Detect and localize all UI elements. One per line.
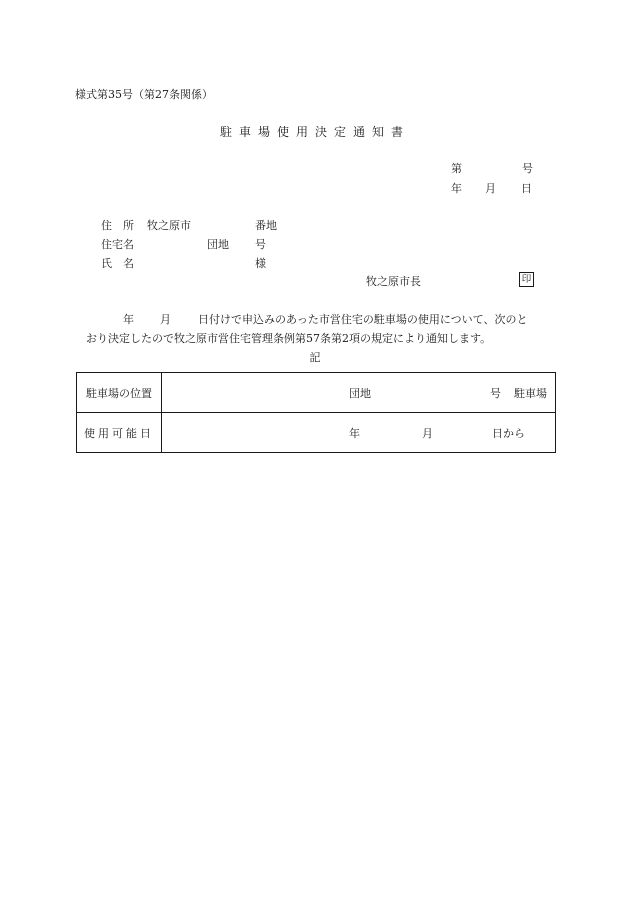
housing-label: 住宅名 — [101, 238, 134, 251]
mayor-title: 牧之原市長 — [366, 275, 421, 288]
location-danchi: 団地 — [349, 387, 371, 400]
location-go: 号 — [490, 387, 501, 400]
address-banchi: 番地 — [255, 219, 277, 232]
parking-location-value — [162, 373, 556, 413]
usable-date-value — [162, 413, 556, 453]
doc-number-suffix: 号 — [522, 162, 533, 175]
form-number: 様式第35号（第27条関係） — [75, 88, 213, 101]
record-table — [76, 372, 556, 453]
housing-danchi: 団地 — [207, 238, 229, 251]
body-year: 年 — [123, 313, 134, 326]
usable-from: 日から — [492, 427, 525, 440]
name-honorific: 様 — [255, 257, 266, 270]
body-month: 月 — [160, 313, 171, 326]
seal-mark: 印 — [519, 272, 534, 287]
body-line-1: 日付けで申込みのあった市営住宅の駐車場の使用について、次のと — [198, 313, 528, 326]
location-parking: 駐車場 — [514, 387, 547, 400]
table-row — [77, 373, 556, 413]
record-heading: 記 — [309, 351, 321, 364]
usable-date-label-text: 使用可能日 — [84, 426, 154, 440]
usable-date-label — [77, 413, 162, 453]
date-day: 日 — [521, 182, 532, 195]
parking-location-label — [77, 373, 162, 413]
date-month: 月 — [485, 182, 496, 195]
doc-number-prefix: 第 — [451, 162, 462, 175]
address-label: 住 所 — [101, 219, 134, 232]
usable-month: 月 — [422, 427, 433, 440]
parking-location-label-text: 駐車場の位置 — [86, 386, 152, 400]
table-row — [77, 413, 556, 453]
housing-number: 号 — [255, 238, 266, 251]
date-year: 年 — [451, 182, 462, 195]
address-city: 牧之原市 — [147, 219, 191, 232]
usable-year: 年 — [349, 427, 360, 440]
name-label: 氏 名 — [101, 257, 134, 270]
body-line-2: おり決定したので牧之原市営住宅管理条例第57条第2項の規定により通知します。 — [86, 332, 492, 345]
document-title: 駐車場使用決定通知書 — [219, 125, 410, 139]
